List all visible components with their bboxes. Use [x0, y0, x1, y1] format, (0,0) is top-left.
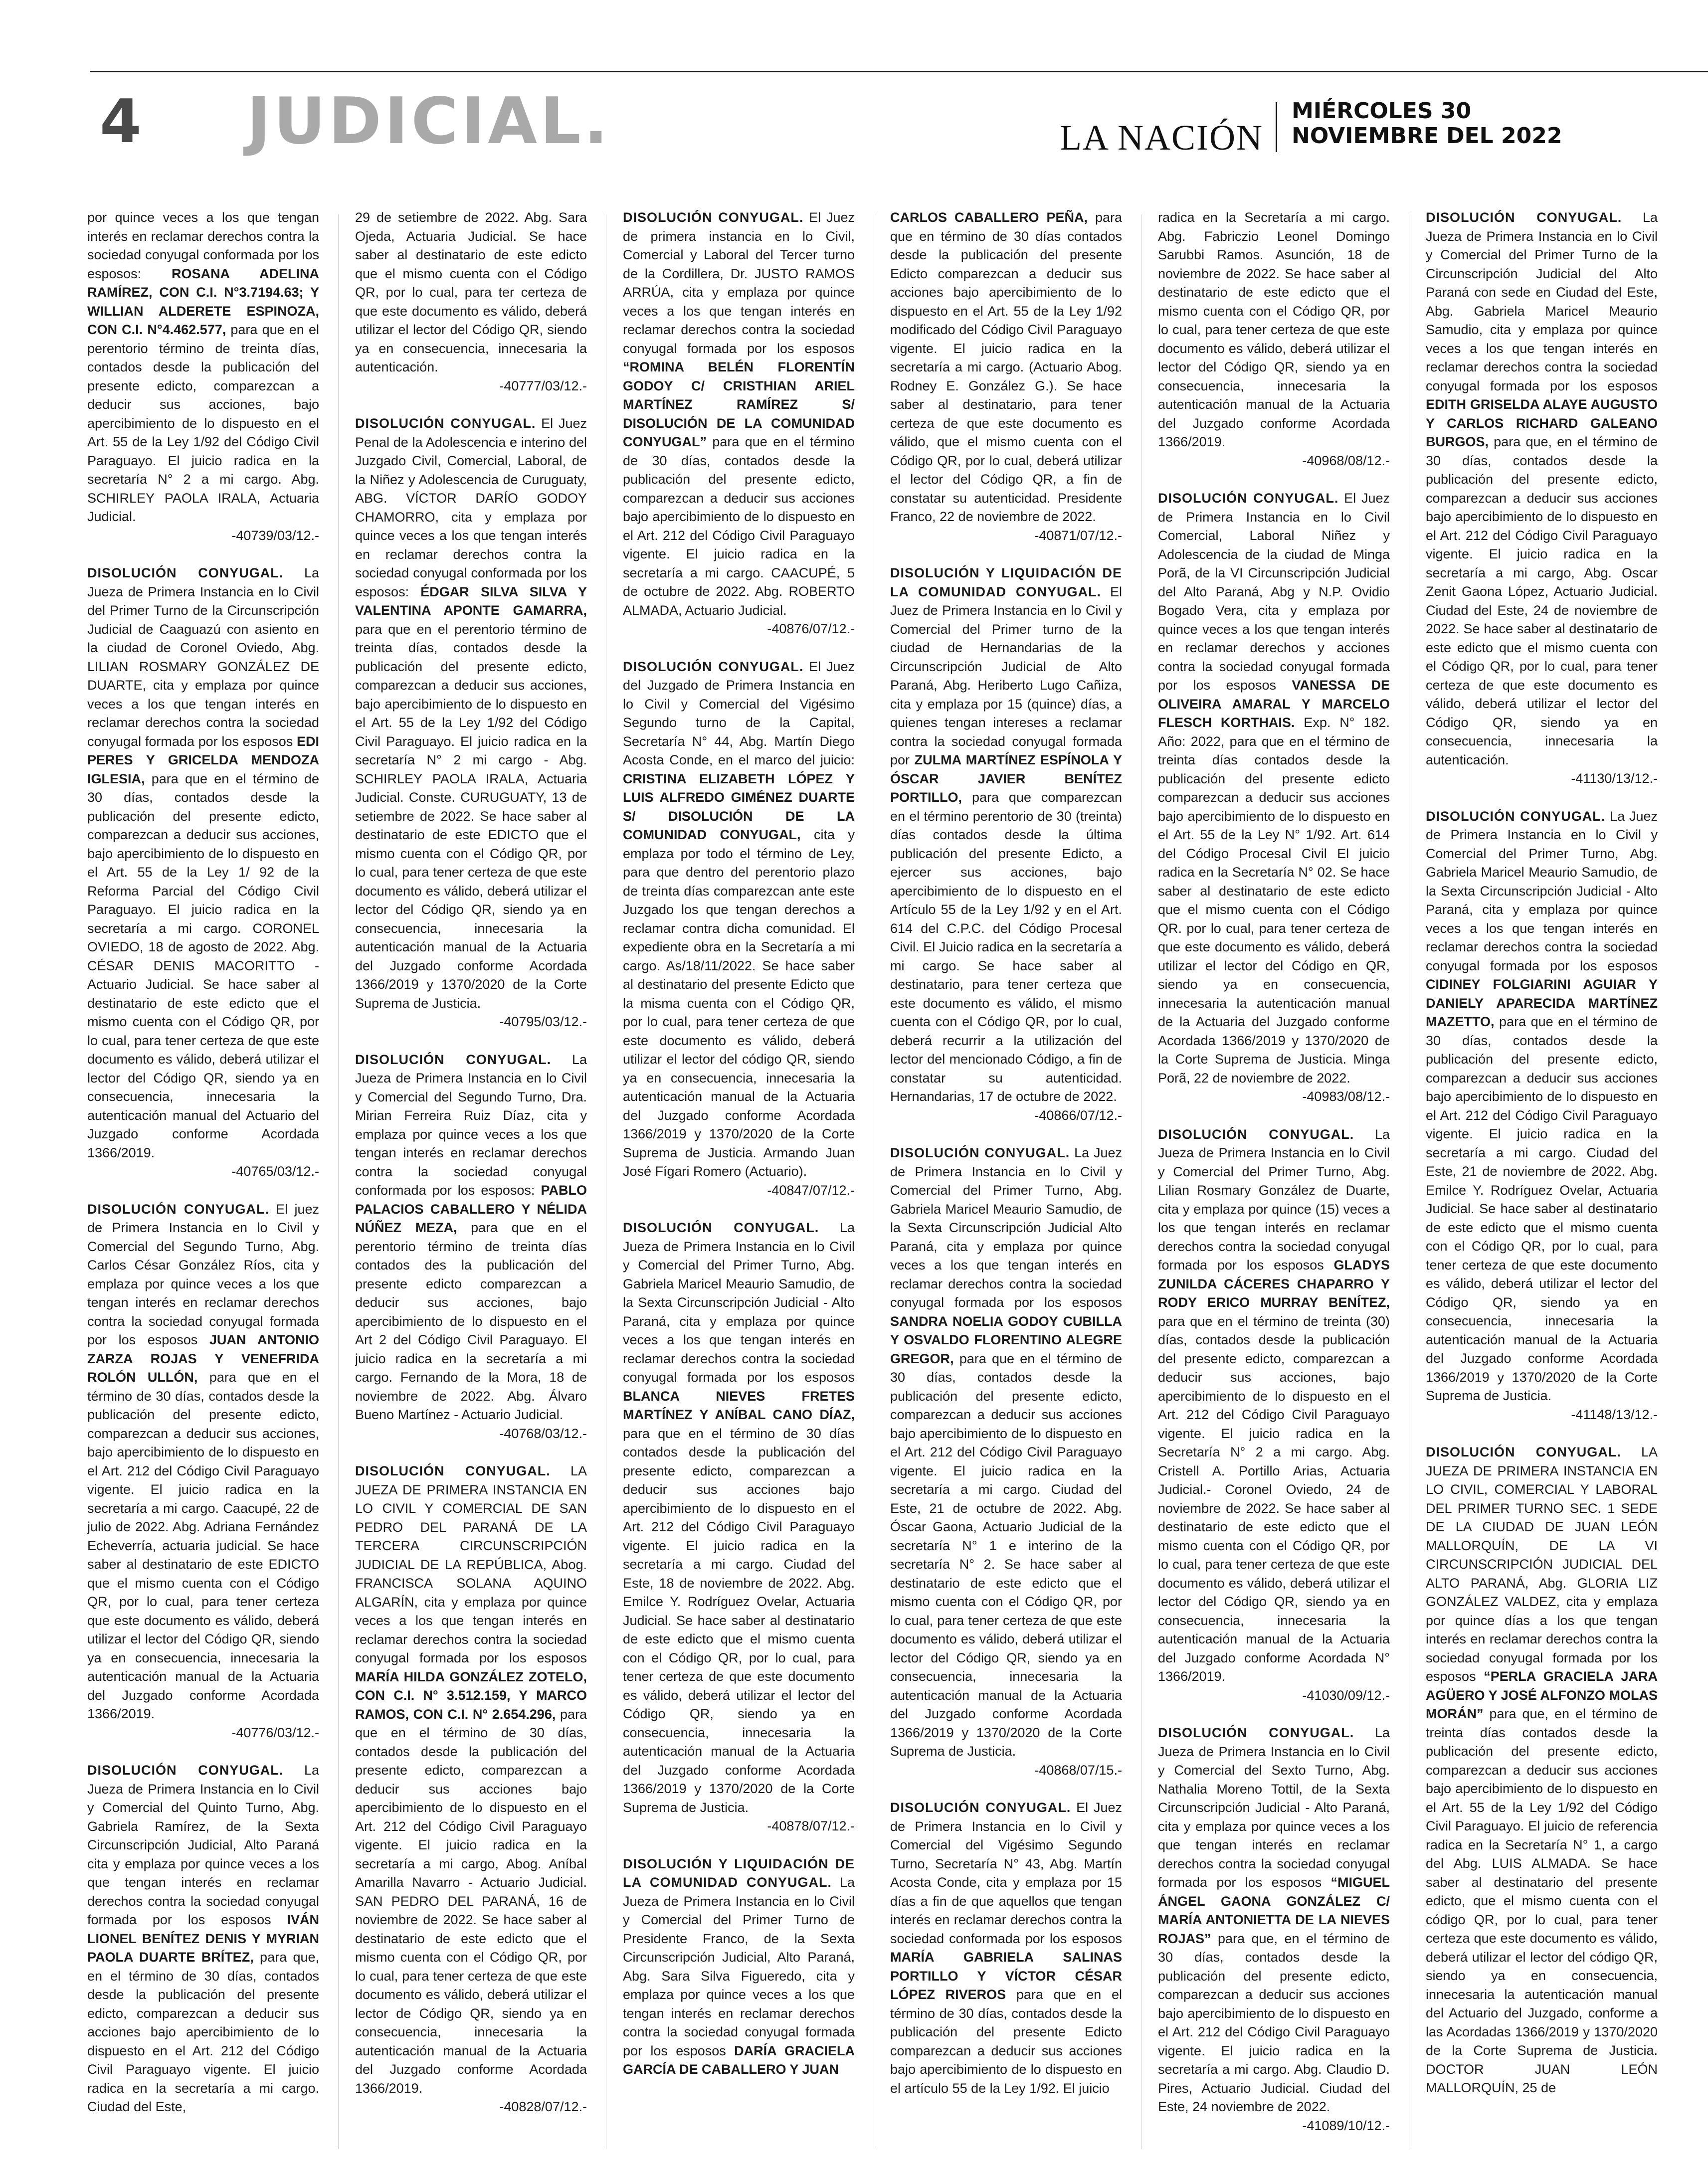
legal-notice — [623, 1855, 855, 2079]
legal-notice — [623, 1219, 855, 1836]
notice-text: para que en el perentorio término de treinta días, contados desde la publicación del presente edicto, comparezcan a deducir sus acciones, bajo apercibimiento de lo dispuesto en el Art. 55 de la Ley 1/92 del Código Civil Paraguayo. El juicio radica en la secretaría N° 2 a mi cargo. Abg. SCHIRLEY PAOLA IRALA, Actuaria Judicial. — [87, 322, 319, 524]
legal-notice — [355, 1051, 587, 1444]
notice-text: para que en el término de 30 días, contados desde la publicación del presente edicto, comparezcan a deducir sus acciones, bajo apercibimiento de lo dispuesto en el Art. 55 de la Ley 1/ 92 de la Reforma Parcial del Código Civil Paraguayo. El juicio radica en la secretaría a mi cargo. CORONEL OVIEDO, 18 de agosto de 2022. Abg. CÉSAR DENIS MACORITTO - Actuario Judicial. Se hace saber al destinatario de este edicto que el mismo cuenta con el Código QR, por lo cual, para tener certeza de que este documento es válido, deberá utilizar el lector del Código QR, siendo ya en consecuencia, innecesaria la autenticación manual del Actuario del Juzgado conforme Acordada 1366/2019. — [87, 771, 319, 1160]
notice-heading: DISOLUCIÓN CONYUGAL. — [1426, 1445, 1621, 1459]
legal-notice — [87, 564, 319, 1181]
notice-reference-code: -40878/07/12.- — [767, 1818, 855, 1833]
notice-heading: DISOLUCIÓN CONYUGAL. — [623, 210, 804, 225]
column-5 — [1158, 208, 1390, 2153]
notice-text: cita y emplaza por todo el término de Ley, para que dentro del perentorio plazo de treinta días comparezcan ante este Juzgado los que tengan derechos a reclamar contra dicha comunidad. El expediente obra en la Secretaría a mi cargo. As/18/11/2022. Se hace saber al destinatario del presente Edicto que la misma cuenta con el Código QR, por lo cual, para tener certeza de que este documento es válido, deberá utilizar el lector del código QR, siendo ya en consecuencia, innecesaria la autenticación manual de la Actuaria del Juzgado conforme Acordada 1366/2019 y 1370/2020 de la Corte Suprema de Justicia. Armando Juan José Fígari Romero (Actuario). — [623, 827, 855, 1179]
notice-text: El Juez del Juzgado de Primera Instancia en lo Civil y Comercial del Vigésimo Segundo turno de la Capital, Secretaría N° 44, Abg. Martín Diego Acosta Conde, en el marco del juicio: — [623, 659, 855, 767]
notice-text: El Juez de primera instancia en lo Civil, Comercial y Laboral del Tercer turno de la Cordillera, Dr. JUSTO RAMOS ARRÚA, cita y emplaza por quince veces a los que tengan interés en reclamar derechos contra la sociedad conyugal formada por los esposos — [623, 210, 855, 356]
notice-text: LA JUEZA DE PRIMERA INSTANCIA EN LO CIVIL Y COMERCIAL DE SAN PEDRO DEL PARANÁ DE LA TERCERA CIRCUNSCRIPCIÓN JUDICIAL DE LA REPÚBLICA, Abog. FRANCISCA SOLANA AQUINO ALGARÍN, cita y emplaza por quince veces a los que tengan interés en reclamar derechos contra la sociedad conyugal formada por los esposos — [355, 1463, 587, 1665]
notice-reference-code: -40876/07/12.- — [767, 621, 855, 636]
notice-parties: “ROMINA BELÉN FLORENTÍN GODOY C/ CRISTHIAN ARIEL MARTÍNEZ RAMÍREZ S/ DISOLUCIÓN DE LA COMUNIDAD CONYUGAL” — [623, 360, 855, 449]
notice-heading: DISOLUCIÓN Y LIQUIDACIÓN DE LA COMUNIDAD CONYUGAL. — [623, 1856, 855, 1890]
notice-reference-code: -40847/07/12.- — [767, 1182, 855, 1198]
notice-parties: SANDRA NOELIA GODOY CUBILLA Y OSVALDO FLORENTINO ALEGRE GREGOR, — [890, 1313, 1122, 1366]
notice-heading: DISOLUCIÓN CONYUGAL. — [623, 659, 804, 674]
notice-text: para que, en el término de 30 días, contados desde la publicación del presente edicto, comparezcan a deducir sus acciones bajo apercibimiento de lo dispuesto en el Art. 212 del Código Civil Paraguayo vigente. El juicio radica en la secretaría a mi cargo. Abg. Claudio D. Pires, Actuario Judicial. Ciudad del Este, 24 noviembre de 2022. — [1158, 1931, 1390, 2114]
notice-text: para que en el término de 30 días, contados desde la publicación del presente Edicto comparezcan a deducir sus acciones bajo apercibimiento de lo dispuesto en el artículo 55 de la Ley 1/92. El juicio — [890, 1987, 1122, 2096]
notice-heading: DISOLUCIÓN CONYUGAL. — [1158, 1126, 1354, 1142]
notice-reference-code: -40871/07/12.- — [1034, 528, 1122, 543]
legal-notice — [890, 208, 1122, 545]
notice-heading: DISOLUCIÓN CONYUGAL. — [890, 1800, 1071, 1815]
column-1 — [87, 208, 319, 2153]
notice-parties: GLADYS ZUNILDA CÁCERES CHAPARRO Y RODY ERICO MURRAY BENÍTEZ, — [1158, 1258, 1390, 1310]
notice-text: para que en el término de 30 días contados desde la publicación del presente edicto, comparezcan a deducir sus acciones bajo apercibimiento de lo dispuesto en el Art. 212 del Código Civil Paraguayo vigente. El juicio radica en la secretaría a mi cargo. Ciudad del Este, 18 de noviembre de 2022. Abg. Emilce Y. Rodríguez Ovelar, Actuaria Judicial. Se hace saber al destinatario de este edicto que el mismo cuenta con el Código QR, por lo cual, para tener certeza de que este documento es válido, deberá utilizar el lector del Código QR, siendo ya en consecuencia, innecesaria la autenticación manual de la Actuaria del Juzgado conforme Acordada 1366/2019 y 1370/2020 de la Corte Suprema de Justicia. — [623, 1426, 855, 1815]
issue-date-line-1: MIÉRCOLES 30 — [1292, 98, 1472, 124]
notice-reference-code: -40868/07/15.- — [1034, 1762, 1122, 1778]
notice-heading: DISOLUCIÓN CONYUGAL. — [355, 416, 536, 431]
notice-text: La Juez de Primera Instancia en lo Civil y Comercial del Primer Turno, Abg. Gabriela Maricel Meaurio Samudio, de la Sexta Circunscripción Judicial - Alto Paraná, cita y emplaza por quince veces a los que tengan interés en reclamar derechos contra la sociedad conyugal formada por los esposos — [1426, 808, 1658, 973]
notice-text: para que, en el término de treinta días contados desde la publicación del presente edicto, comparezcan a deducir sus acciones bajo apercibimiento de lo dispuesto en el Art. 55 de la Ley 1/92 del Código Civil Paraguayo. El juicio de referencia radica en la Secretaría N° 1, a cargo del Abg. LUIS ALMADA. Se hace saber al destinatario del presente edicto, que el mismo cuenta con el código QR, por lo cual, para tener certeza que este documento es válido, deberá utilizar el lector del código QR, siendo ya en consecuencia, innecesaria la autenticación manual del Actuario del Juzgado, conforme a las Acordadas 1366/2019 y 1370/2020 de la Corte Suprema de Justicia. DOCTOR JUAN LEÓN MALLORQUÍN, 25 de — [1426, 1706, 1658, 2095]
notice-parties: “MIGUEL ÁNGEL GAONA GONZÁLEZ C/ MARÍA ANTONIETTA DE LA NIEVES ROJAS” — [1158, 1875, 1390, 1946]
notice-text: La Juez de Primera Instancia en lo Civil y Comercial del Primer Turno, Abg. Gabriela Maricel Meaurio Samudio, de la Sexta Circunscripción Judicial Alto Paraná, cita y emplaza por quince veces a los que tengan interés en reclamar derechos contra la sociedad conyugal formada por los esposos — [890, 1145, 1122, 1310]
notice-parties: JUAN ANTONIO ZARZA ROJAS Y VENEFRIDA ROLÓN ULLÓN, — [87, 1332, 319, 1385]
notice-reference-code: -40777/03/12.- — [499, 378, 587, 393]
notice-parties: VANESSA DE OLIVEIRA AMARAL Y MARCELO FLESCH KORTHAIS. — [1158, 678, 1390, 730]
notice-parties: IVÁN LIONEL BENÍTEZ DENIS Y MYRIAN PAOLA DUARTE BRÍTEZ, — [87, 1912, 319, 1965]
notice-heading: DISOLUCIÓN CONYUGAL. — [890, 1145, 1070, 1160]
notice-reference-code: -40828/07/12.- — [499, 2099, 587, 2114]
notice-heading: DISOLUCIÓN CONYUGAL. — [1426, 808, 1606, 824]
notice-heading: DISOLUCIÓN CONYUGAL. — [355, 1052, 552, 1067]
notice-parties: PABLO PALACIOS CABALLERO Y NÉLIDA NÚÑEZ MEZA, — [355, 1183, 587, 1235]
legal-notice — [1158, 1125, 1390, 1705]
legal-notice — [355, 208, 587, 395]
legal-notice — [87, 1200, 319, 1743]
notice-text: La Jueza de Primera Instancia en lo Civil y Comercial del Segundo Turno, Dra. Mirian Ferreira Ruiz Díaz, cita y emplaza por quince veces a los que tengan interés en reclamar derechos contra la sociedad conyugal conformada por los esposos: — [355, 1052, 587, 1198]
notice-heading: DISOLUCIÓN CONYUGAL. — [355, 1463, 551, 1478]
newspaper-masthead: LA NACIÓN — [1060, 118, 1263, 158]
notice-text: para que en el perentorio término de treinta días, contados desde la publicación del presente edicto, comparezcan a deducir sus acciones, bajo apercibimiento de lo dispuesto en el Art. 55 de la Ley 1/92 del Código Civil Paraguayo. El juicio radica en la secretaría N° 2 mi cargo - Abg. SCHIRLEY PAOLA IRALA, Actuaria Judicial. Conste. CURUGUATY, 13 de setiembre de 2022. Se hace saber al destinatario de este EDICTO que el mismo cuenta con el Código QR, por lo cual, para tener certeza de que este documento es válido, deberá utilizar el lector del Código QR, siendo ya en consecuencia, innecesaria la autenticación manual de la Actuaria del Juzgado conforme Acordada 1366/2019 y 1370/2020 de la Corte Suprema de Justicia. — [355, 621, 587, 1011]
legal-notice — [890, 1799, 1122, 2098]
notice-reference-code: -41148/13/12.- — [1571, 1407, 1658, 1422]
notice-parties: “PERLA GRACIELA JARA AGÜERO Y JOSÉ ALFONZO MOLAS MORÁN” — [1426, 1669, 1658, 1721]
notice-text: para que en término de 30 días contados desde la publicación del presente Edicto comparezcan a deducir sus acciones bajo apercibimiento de lo dispuesto en el Art. 55 de la Ley 1/92 modificado del Código Civil Paraguayo vigente. El juicio radica en la secretaría a mi cargo. (Actuario Abog. Rodney E. González G.). Se hace saber al destinatario, para tener certeza de que este documento es válido, que el mismo cuenta con el Código QR, por lo cual, deberá utilizar el lector del Código QR, a fin de constatar su autenticidad. Presidente Franco, 22 de noviembre de 2022. — [890, 210, 1122, 524]
notice-text: radica en la Secretaría a mi cargo. Abg. Fabriczio Leonel Domingo Sarubbi Ramos. Asunción, 18 de noviembre de 2022. Se hace saber al destinatario de este edicto que el mismo cuenta con el Código QR, por lo cual, para tener certeza de que este documento es válido, deberá utilizar el lector del Código QR, siendo ya en consecuencia, innecesaria la autenticación manual de la Actuaria del Juzgado conforme Acordada 1366/2019. — [1158, 210, 1390, 449]
legal-notice — [1426, 1443, 1658, 2098]
notice-text: para que en el término de 30 días, contados desde la publicación del presente edicto, comparezcan a deducir sus acciones bajo apercibimiento de lo dispuesto en el Art. 212 del Código Civil Paraguayo vigente. El juicio radica en la secretaría a mi cargo, Abog. Aníbal Amarilla Navarro - Actuario Judicial. SAN PEDRO DEL PARANÁ, 16 de noviembre de 2022. Se hace saber al destinatario de este edicto que el mismo cuenta con el Código QR, por lo cual, para tener certeza de que este documento es válido, deberá utilizar el lector de Código QR, siendo ya en consecuencia, innecesaria la autenticación manual de la Actuaria del Juzgado conforme Acordada 1366/2019. — [355, 1706, 587, 2096]
page-number: 4 — [100, 87, 142, 157]
issue-date-line-2: NOVIEMBRE DEL 2022 — [1292, 123, 1562, 149]
notice-text: para que comparezcan en el término perentorio de 30 (treinta) días contados desde la última publicación del presente Edicto, a ejercer sus acciones, bajo apercibimiento de lo dispuesto en el Artículo 55 de la Ley 1/92 y en el Art. 614 del C.P.C. del Código Procesal Civil. El Juicio radica en la secretaría a mi cargo. Se hace saber al destinatario, para tener certeza que este documento es válido, el mismo cuenta con el Código QR, por lo cual, deberá recurrir a la utilización del lector del mencionado Código, a fin de constatar su autenticidad. Hernandarias, 17 de octubre de 2022. — [890, 790, 1122, 1104]
legal-notice — [87, 208, 319, 545]
notice-text: La Jueza de Primera Instancia en lo Civil del Primer Turno de la Circunscripción Judicial de Caaguazú con asiento en la ciudad de Coronel Oviedo, Abg. LILIAN ROSMARY GONZÁLEZ DE DUARTE, cita y emplaza por quince veces a los que tengan interés en reclamar derechos contra la sociedad conyugal formada por los esposos — [87, 565, 319, 749]
column-4 — [890, 208, 1122, 2153]
notice-text: El Juez de Primera Instancia en lo Civil y Comercial del Vigésimo Segundo Turno, Secretaría N° 43, Abg. Martín Acosta Conde, cita y emplaza por 15 días a fin de que aquellos que tengan interés en reclamar derechos contra la sociedad conformada por los esposos — [890, 1800, 1122, 1946]
notice-text: para que en el término de treinta (30) días, contados desde la publicación del presente edicto, comparezcan a deducir sus acciones, bajo apercibimiento de lo dispuesto en el Art. 212 del Código Civil Paraguayo vigente. El juicio radica en la Secretaría N° 2 a mi cargo. Abg. Cristell A. Portillo Arias, Actuaria Judicial.- Coronel Oviedo, 24 de noviembre de 2022. Se hace saber al destinatario de este edicto que el mismo cuenta con el Código QR, por lo cual, para tener certeza de que este documento es válido, deberá utilizar el lector del Código QR, siendo ya en consecuencia, innecesaria la autenticación manual de la Actuaria del Juzgado conforme Acordada N° 1366/2019. — [1158, 1313, 1390, 1684]
notice-text: El juez de Primera Instancia en lo Civil y Comercial del Segundo Turno, Abg. Carlos César González Ríos, cita y emplaza por quince veces a los que tengan interés en reclamar derechos contra la sociedad conyugal formada por los esposos — [87, 1201, 319, 1347]
notice-parties: CRISTINA ELIZABETH LÓPEZ Y LUIS ALFREDO GIMÉNEZ DUARTE S/ DISOLUCIÓN DE LA COMUNIDAD CONYUGAL, — [623, 771, 855, 842]
notice-text: para que en el término de 30 días, contados desde la publicación del presente edicto, comparezcan a deducir sus acciones, bajo apercibimiento de lo dispuesto en el Art. 212 del Código Civil Paraguayo vigente. El juicio radica en la secretaría a mi cargo. Caacupé, 22 de julio de 2022. Abg. Adriana Fernández Echeverría, actuaria judicial. Se hace saber al destinatario de este EDICTO que el mismo cuenta con el Código QR, por lo cual, para tener certeza que este documento es válido, deberá utilizar el lector del Código QR, siendo ya en consecuencia, innecesaria la autenticación manual de la Actuaria del Juzgado conforme Acordada 1366/2019. — [87, 1370, 319, 1721]
notice-reference-code: -41089/10/12.- — [1302, 2118, 1390, 2133]
notice-text: para que en el término de 30 días, contados desde la publicación del presente edicto, comparezcan a deducir sus acciones bajo apercibimiento de lo dispuesto en el Art. 212 del Código Civil Paraguayo vigente. El juicio radica en la secretaría a mi cargo. Ciudad del Este, 21 de octubre de 2022. Abg. Óscar Gaona, Actuario Judicial de la secretaría N° 1 e interino de la secretaría N° 2. Se hace saber al destinatario de este edicto que el mismo cuenta con el Código QR, por lo cual, para tener certeza de que este documento es válido, deberá utilizar el lector del Código QR, siendo ya en consecuencia, innecesaria la autenticación manual de la Actuaria del Juzgado conforme Acordada 1366/2019 y 1370/2020 de la Corte Suprema de Justicia. — [890, 1351, 1122, 1759]
notice-text: por quince veces a los que tengan interés en reclamar derechos contra la sociedad conyugal conformada por los esposos: — [87, 210, 319, 281]
notice-heading: DISOLUCIÓN CONYUGAL. — [87, 1201, 269, 1217]
legal-notice — [623, 208, 855, 639]
notice-parties: EDI PERES Y GRICELDA MENDOZA IGLESIA, — [87, 733, 319, 786]
notice-text: La Jueza de Primera Instancia en lo Civil y Comercial del Primer Turno de la Circunscripción Judicial del Alto Paraná con sede en Ciudad del Este, Abg. Gabriela Maricel Meaurio Samudio, cita y emplaza por quince veces a los que tengan interés en reclamar derechos contra la sociedad conyugal formada por los esposos — [1426, 210, 1658, 393]
notice-reference-code: -40776/03/12.- — [231, 1725, 319, 1740]
legal-notice — [1158, 1724, 1390, 2135]
notice-reference-code: -40983/08/12.- — [1302, 1089, 1390, 1104]
legal-notice — [1426, 208, 1658, 788]
notice-parties: EDITH GRISELDA ALAYE AUGUSTO Y CARLOS RICHARD GALEANO BURGOS, — [1426, 397, 1658, 449]
column-2 — [355, 208, 587, 2153]
notice-text: LA JUEZA DE PRIMERA INSTANCIA EN LO CIVIL, COMERCIAL Y LABORAL DEL PRIMER TURNO SEC. 1 SEDE DE LA CIUDAD DE JUAN LEÓN MALLORQUÍN, DE LA VI CIRCUNSCRIPCIÓN JUDICIAL DEL ALTO PARANÁ, Abg. GLORIA LIZ GONZÁLEZ VALDEZ, cita y emplaza por quince días a los que tengan interés en reclamar derechos contra la sociedad conyugal formada por los esposos — [1426, 1445, 1658, 1684]
notice-text: para que en el perentorio término de treinta días contados des la publicación del presente edicto comparezcan a deducir sus acciones, bajo apercibimiento de lo dispuesto en el Art 2 del Código Civil Paraguayo. El juicio radica en la secretaría a mi cargo. Fernando de la Mora, 18 de noviembre de 2022. Abg. Álvaro Bueno Martínez - Actuario Judicial. — [355, 1220, 587, 1422]
legal-notice — [355, 414, 587, 1032]
notice-text: El Juez Penal de la Adolescencia e interino del Juzgado Civil, Comercial, Laboral, de la Niñez y Adolescencia de Curuguaty, ABG. VÍCTOR DARÍO GODOY CHAMORRO, cita y emplaza por quince veces a los que tengan interés en reclamar derechos contra la sociedad conyugal conformada por los esposos: — [355, 416, 587, 599]
notice-text: La Jueza de Primera Instancia en lo Civil y Comercial del Quinto Turno, Abg. Gabriela Ramírez, de la Sexta Circunscripción Judicial, Alto Paraná cita y emplaza por quince veces a los que tengan interés en reclamar derechos contra la sociedad conyugal formada por los esposos — [87, 1763, 319, 1927]
notice-text: El Juez de Primera Instancia en lo Civil Comercial, Laboral Niñez y Adolescencia de la ciudad de Minga Porã, de la VI Circunscripción Judicial del Alto Paraná, Abg y N.P. Ovidio Bogado Vera, cita y emplaza por quince veces a los que tengan interés en reclamar derechos y acciones contra la sociedad conyugal formada por los esposos — [1158, 491, 1390, 693]
notice-heading: DISOLUCIÓN CONYUGAL. — [623, 1220, 819, 1235]
legal-notice — [890, 564, 1122, 1125]
notice-parties: ROSANA ADELINA RAMÍREZ, CON C.I. N°3.7194.63; Y WILLIAN ALDERETE ESPINOZA, CON C.I. N°4.462.577, — [87, 266, 319, 337]
notice-heading: DISOLUCIÓN Y LIQUIDACIÓN DE LA COMUNIDAD CONYUGAL. — [890, 565, 1122, 599]
notice-text: para que en el término de 30 días, contados desde la publicación del presente edicto, comparezcan a deducir sus acciones bajo apercibimiento de lo dispuesto en el Art. 212 del Código Civil Paraguayo vigente. El juicio radica en la secretaría a mi cargo. CAACUPÉ, 5 de octubre de 2022. Abg. ROBERTO ALMADA, Actuario Judicial. — [623, 434, 855, 618]
notice-heading: DISOLUCIÓN CONYUGAL. — [1158, 1725, 1354, 1740]
notice-parties: DARÍA GRACIELA GARCÍA DE CABALLERO Y JUAN — [623, 2043, 855, 2077]
notice-parties: CARLOS CABALLERO PEÑA, — [890, 210, 1088, 225]
legal-notice — [355, 1462, 587, 2117]
notice-heading: DISOLUCIÓN CONYUGAL. — [87, 1763, 284, 1778]
notice-text: Exp. N° 182. Año: 2022, para que en el término de treinta días contados desde la publicación del presente edicto comparezcan a deducir sus acciones bajo apercibimiento de lo dispuesto en el Art. 55 de la Ley N° 1/92. Art. 614 del Código Procesal Civil El juicio radica en la Secretaría N° 02. Se hace saber al destinatario de este edicto que el mismo cuenta con el Código QR. por lo cual, para tener certeza de que este documento es válido, deberá utilizar el lector del Código en QR, siendo ya en consecuencia, innecesaria la autenticación manual de la Actuaria del Juzgado conforme Acordada 1366/2019 y 1370/2020 de la Corte Suprema de Justicia. Minga Porã, 22 de noviembre de 2022. — [1158, 715, 1390, 1086]
notice-text: para que, en el término de 30 días, contados desde la publicación del presente edicto, comparezcan a deducir sus acciones bajo apercibimiento de lo dispuesto en el Art. 212 del Código Civil Paraguayo vigente. El juicio radica en la secretaría a mi cargo, Abg. Oscar Zenit Gaona López, Actuario Judicial. Ciudad del Este, 24 de noviembre de 2022. Se hace saber al destinatario de este edicto que el mismo cuenta con el Código QR, por lo cual, para tener certeza de que este documento es válido, deberá utilizar el lector del Código QR, siendo ya en consecuencia, innecesaria la autenticación. — [1426, 434, 1658, 767]
issue-date — [1292, 99, 1562, 149]
notice-reference-code: -40768/03/12.- — [499, 1426, 587, 1441]
header-rule — [90, 71, 1708, 72]
notice-text: El Juez de Primera Instancia en lo Civil y Comercial del Primer turno de la ciudad de Hernandarias de la Circunscripción Judicial de Alto Paraná, Abg. Heriberto Lugo Cañiza, cita y emplaza por 15 (quince) días, a quienes tengan intereses a reclamar contra la sociedad conyugal formada por — [890, 584, 1122, 767]
legal-notice — [623, 658, 855, 1200]
legal-notice — [1158, 489, 1390, 1106]
notice-parties: MARÍA GABRIELA SALINAS PORTILLO Y VÍCTOR CÉSAR LÓPEZ RIVEROS — [890, 1950, 1122, 2002]
legal-notice — [890, 1144, 1122, 1780]
legal-notice — [1426, 807, 1658, 1425]
notice-text: La Jueza de Primera Instancia en lo Civil y Comercial del Sexto Turno, Abg. Nathalia Moreno Tottil, de la Sexta Circunscripción Judicial - Alto Paraná, cita y emplaza por quince veces a los que tengan interés en reclamar derechos contra la sociedad conyugal formada por los esposos — [1158, 1725, 1390, 1890]
notice-text: La Jueza de Primera Instancia en lo Civil y Comercial del Primer Turno, Abg. Gabriela Maricel Meaurio Samudio, de la Sexta Circunscripción Judicial - Alto Paraná, cita y emplaza por quince veces a los que tengan interés en reclamar derechos contra la sociedad conyugal formada por los esposos — [623, 1220, 855, 1385]
masthead-divider — [1276, 102, 1277, 152]
notice-reference-code: -40968/08/12.- — [1302, 453, 1390, 468]
column-6 — [1426, 208, 1658, 2153]
notice-reference-code: -41130/13/12.- — [1571, 771, 1658, 786]
column-3 — [623, 208, 855, 2153]
notice-reference-code: -40739/03/12.- — [231, 528, 319, 543]
legal-notice — [1158, 208, 1390, 470]
notice-text: para que en el término de 30 días, contados desde la publicación del presente edicto, comparezcan a deducir sus acciones bajo apercibimiento de lo dispuesto en el Art. 212 del Código Civil Paraguayo vigente. El juicio radica en la secretaría a mi cargo. Ciudad del Este, 21 de noviembre de 2022. Abg. Emilce Y. Rodríguez Ovelar, Actuaria Judicial. Se hace saber al destinatario de este edicto que el mismo cuenta con el Código QR, por lo cual, para tener certeza de que este documento es válido, deberá utilizar el lector del Código QR, siendo ya en consecuencia, innecesaria la autenticación manual de la Actuaria del Juzgado conforme Acordada 1366/2019 y 1370/2020 de la Corte Suprema de Justicia. — [1426, 1014, 1658, 1403]
notice-text: para que, en el término de 30 días, contados desde la publicación del presente edicto, comparezcan a deducir sus acciones bajo apercibimiento de lo dispuesto en el Art. 212 del Código Civil Paraguayo vigente. El juicio radica en la secretaría a mi cargo. Ciudad del Este, — [87, 1950, 319, 2114]
notice-reference-code: -40866/07/12.- — [1034, 1107, 1122, 1123]
notice-heading: DISOLUCIÓN CONYUGAL. — [1426, 210, 1622, 225]
notice-heading: DISOLUCIÓN CONYUGAL. — [87, 565, 284, 580]
section-title: JUDICIAL. — [247, 84, 611, 159]
notice-parties: CIDINEY FOLGIARINI AGUIAR Y DANIELY APARECIDA MARTÍNEZ MAZETTO, — [1426, 977, 1658, 1029]
notice-parties: MARÍA HILDA GONZÁLEZ ZOTELO, CON C.I. N° 3.512.159, Y MARCO RAMOS, CON C.I. N° 2.654.296, — [355, 1669, 587, 1722]
notice-parties: BLANCA NIEVES FRETES MARTÍNEZ Y ANÍBAL CANO DÍAZ, — [623, 1388, 855, 1422]
notice-heading: DISOLUCIÓN CONYUGAL. — [1158, 491, 1339, 506]
legal-notice — [87, 1761, 319, 2117]
notice-parties: ÉDGAR SILVA SILVA Y VALENTINA APONTE GAMARRA, — [355, 584, 587, 618]
notice-reference-code: -40795/03/12.- — [499, 1014, 587, 1029]
notice-parties: ZULMA MARTÍNEZ ESPÍNOLA Y ÓSCAR JAVIER BENÍTEZ PORTILLO, — [890, 752, 1122, 805]
notice-reference-code: -41030/09/12.- — [1302, 1687, 1390, 1703]
column-divider — [338, 214, 339, 2149]
notice-text: La Jueza de Primera Instancia en lo Civil y Comercial del Primer Turno, Abg. Lilian Rosmary González de Duarte, cita y emplaza por quince (15) veces a los que tengan interés en reclamar derechos contra la sociedad conyugal formada por los esposos — [1158, 1126, 1390, 1272]
notice-text: La Jueza de Primera Instancia en lo Civil y Comercial del Primer Turno de Presidente Franco, de la Sexta Circunscripción Judicial, Alto Paraná, Abg. Sara Silva Figueredo, cita y emplaza por quince veces a los que tengan interés en reclamar derechos contra la sociedad conyugal formada por los esposos — [623, 1875, 855, 2058]
notice-text: 29 de setiembre de 2022. Abg. Sara Ojeda, Actuaria Judicial. Se hace saber al destinatario de este edicto que el mismo cuenta con el Código QR, por lo cual, para ter certeza de que este documento es válido, deberá utilizar el lector del Código QR, siendo ya en consecuencia, innecesaria la autenticación. — [355, 210, 587, 374]
notice-columns — [87, 208, 1658, 2153]
notice-reference-code: -40765/03/12.- — [231, 1164, 319, 1179]
